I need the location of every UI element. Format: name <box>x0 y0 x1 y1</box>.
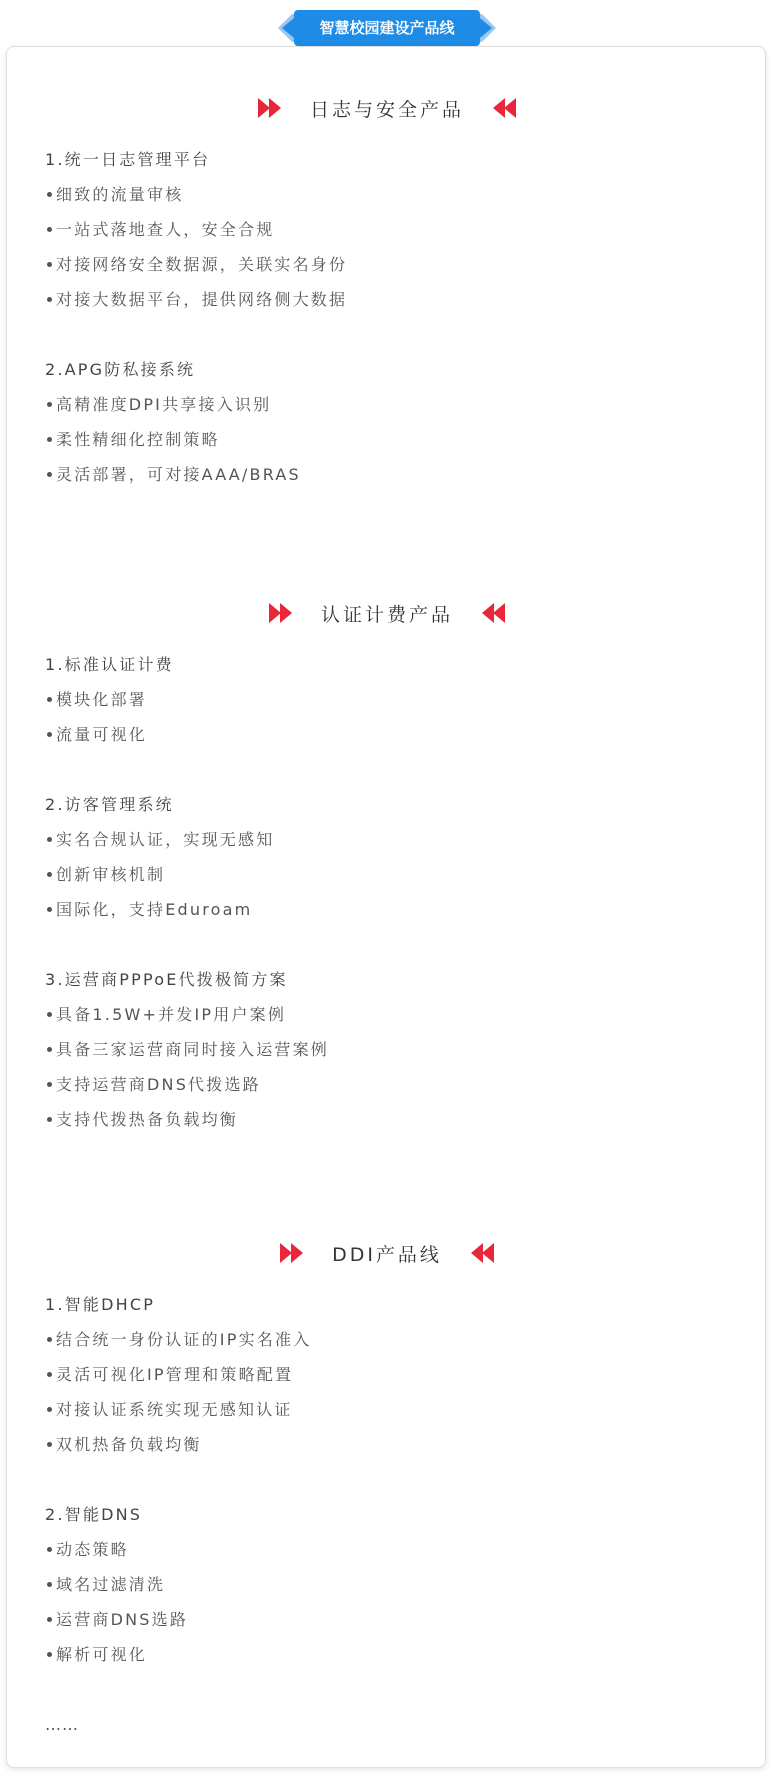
bullet-icon <box>47 1337 52 1342</box>
list-item: 双机热备负载均衡 <box>45 1427 745 1462</box>
section-header-auth-billing <box>7 598 767 628</box>
double-arrow-right-icon <box>278 1241 306 1265</box>
bullet-icon <box>47 1082 52 1087</box>
section-title: 日志与安全产品 <box>309 98 464 121</box>
content-card <box>6 46 766 1768</box>
bullet-icon <box>47 472 52 477</box>
bullet-icon <box>47 1582 52 1587</box>
list-item: 灵活可视化IP管理和策略配置 <box>45 1357 745 1392</box>
section-header-ddi <box>7 1238 767 1268</box>
double-arrow-right-icon <box>256 96 284 120</box>
bullet-icon <box>47 1047 52 1052</box>
bullet-icon <box>47 437 52 442</box>
bullet-icon <box>47 1117 52 1122</box>
banner-title: 智慧校园建设产品线 <box>319 19 455 37</box>
bullet-icon <box>47 1407 52 1412</box>
list-item: 模块化部署 <box>45 682 745 717</box>
list-item: 结合统一身份认证的IP实名准入 <box>45 1322 745 1357</box>
list-item: 具备1.5W+并发IP用户案例 <box>45 997 745 1032</box>
group-title: 2.访客管理系统 <box>45 795 174 814</box>
bullet-icon <box>47 227 52 232</box>
group-title: 2.智能DNS <box>45 1505 143 1524</box>
list-item: 创新审核机制 <box>45 857 745 892</box>
list-item: 一站式落地查人，安全合规 <box>45 212 745 247</box>
bullet-icon <box>47 697 52 702</box>
section-header-log-security <box>7 93 767 123</box>
more-ellipsis: …… <box>45 1715 79 1734</box>
list-item: 具备三家运营商同时接入运营案例 <box>45 1032 745 1067</box>
bullet-icon <box>47 192 52 197</box>
group-pppoe <box>45 962 745 1137</box>
list-item: 细致的流量审核 <box>45 177 745 212</box>
group-title: 1.标准认证计费 <box>45 655 174 674</box>
section-title: DDI产品线 <box>332 1243 442 1266</box>
group-visitor <box>45 787 745 927</box>
list-item: 灵活部署，可对接AAA/BRAS <box>45 457 745 492</box>
title-banner <box>278 10 496 46</box>
list-item: 高精准度DPI共享接入识别 <box>45 387 745 422</box>
list-item: 解析可视化 <box>45 1637 745 1672</box>
group-apg <box>45 352 745 492</box>
list-item: 实名合规认证，实现无感知 <box>45 822 745 857</box>
double-arrow-right-icon <box>267 601 295 625</box>
section-title: 认证计费产品 <box>320 603 453 626</box>
bullet-icon <box>47 402 52 407</box>
group-title: 3.运营商PPPoE代拨极简方案 <box>45 970 288 989</box>
list-item: 对接认证系统实现无感知认证 <box>45 1392 745 1427</box>
bullet-icon <box>47 1652 52 1657</box>
list-item: 支持代拨热备负载均衡 <box>45 1102 745 1137</box>
bullet-icon <box>47 297 52 302</box>
list-item: 运营商DNS选路 <box>45 1602 745 1637</box>
list-item: 域名过滤清洗 <box>45 1567 745 1602</box>
bullet-icon <box>47 1442 52 1447</box>
bullet-icon <box>47 1012 52 1017</box>
list-item: 国际化，支持Eduroam <box>45 892 745 927</box>
bullet-icon <box>47 907 52 912</box>
bullet-icon <box>47 1617 52 1622</box>
double-arrow-left-icon <box>479 601 507 625</box>
group-title: 1.智能DHCP <box>45 1295 156 1314</box>
group-dhcp <box>45 1287 745 1462</box>
list-item: 支持运营商DNS代拨选路 <box>45 1067 745 1102</box>
group-title: 2.APG防私接系统 <box>45 360 196 379</box>
list-item: 对接网络安全数据源，关联实名身份 <box>45 247 745 282</box>
list-item: 动态策略 <box>45 1532 745 1567</box>
bullet-icon <box>47 732 52 737</box>
group-title: 1.统一日志管理平台 <box>45 150 211 169</box>
bullet-icon <box>47 1547 52 1552</box>
list-item: 柔性精细化控制策略 <box>45 422 745 457</box>
double-arrow-left-icon <box>490 96 518 120</box>
bullet-icon <box>47 837 52 842</box>
list-item: 对接大数据平台，提供网络侧大数据 <box>45 282 745 317</box>
bullet-icon <box>47 262 52 267</box>
double-arrow-left-icon <box>468 1241 496 1265</box>
group-log-platform <box>45 142 745 317</box>
group-standard-auth <box>45 647 745 752</box>
list-item: 流量可视化 <box>45 717 745 752</box>
bullet-icon <box>47 1372 52 1377</box>
bullet-icon <box>47 872 52 877</box>
group-dns <box>45 1497 745 1672</box>
